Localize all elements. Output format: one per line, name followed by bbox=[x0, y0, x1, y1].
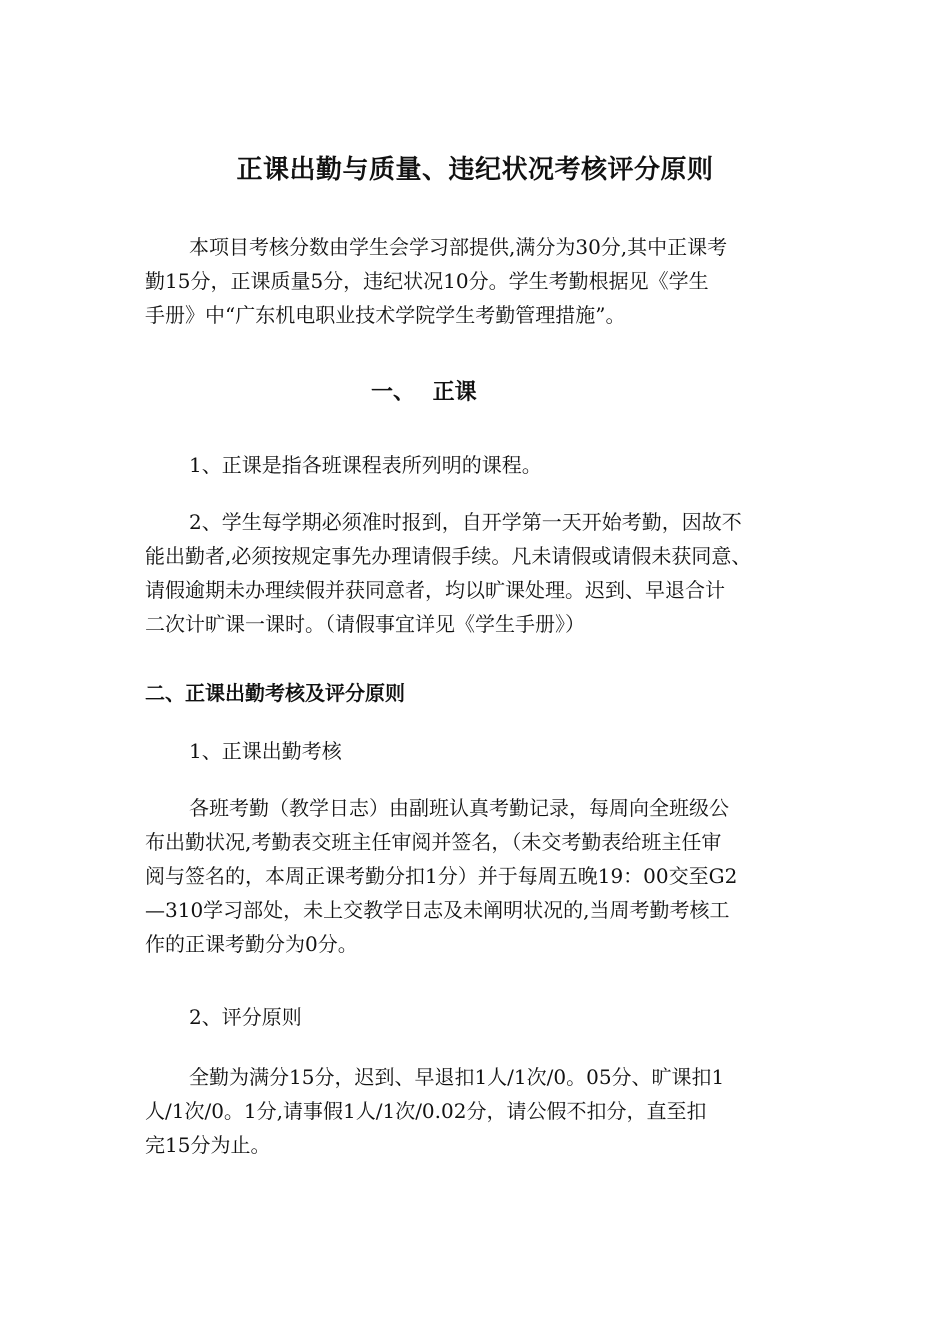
document-title: 正课出勤与质量、违纪状况考核评分原则 bbox=[236, 155, 714, 185]
subsection1-heading bbox=[145, 734, 825, 768]
body-line: 完15分为止。 bbox=[145, 1133, 271, 1157]
subsection1-body bbox=[145, 791, 825, 961]
subheading-line: 1、正课出勤考核 bbox=[189, 739, 342, 763]
section-heading-1: 一、 正课 bbox=[371, 379, 477, 405]
section1-item2 bbox=[145, 505, 825, 641]
intro-line: 本项目考核分数由学生会学习部提供,满分为30分,其中正课考 bbox=[189, 235, 728, 259]
body-line: 人/1次/0。1分,请事假1人/1次/0.02分，请公假不扣分，直至扣 bbox=[145, 1099, 707, 1123]
body-line: 全勤为满分15分，迟到、早退扣1人/1次/0。05分、旷课扣1 bbox=[189, 1065, 725, 1089]
item-line: 1、正课是指各班课程表所列明的课程。 bbox=[189, 453, 542, 477]
section-heading-2: 二、正课出勤考核及评分原则 bbox=[145, 681, 405, 705]
item-line: 请假逾期未办理续假并获同意者，均以旷课处理。迟到、早退合计 bbox=[145, 578, 725, 602]
subsection2-heading bbox=[145, 1000, 825, 1034]
body-line: 阅与签名的，本周正课考勤分扣1分）并于每周五晚19：00交至G2 bbox=[145, 864, 738, 888]
body-line: 布出勤状况,考勤表交班主任审阅并签名，（未交考勤表给班主任审 bbox=[145, 830, 722, 854]
subsection2-body bbox=[145, 1060, 825, 1162]
item-line: 二次计旷课一课时。（请假事宜详见《学生手册》） bbox=[145, 612, 585, 636]
item-line: 能出勤者,必须按规定事先办理请假手续。凡未请假或请假未获同意、 bbox=[145, 544, 752, 568]
intro-line: 勤15分，正课质量5分，违纪状况10分。学生考勤根据见《学生 bbox=[145, 269, 709, 293]
intro-line: 手册》中“广东机电职业技术学院学生考勤管理措施”。 bbox=[145, 303, 626, 327]
body-line: 各班考勤（教学日志）由副班认真考勤记录，每周向全班级公 bbox=[189, 796, 729, 820]
intro-paragraph bbox=[145, 230, 825, 332]
item-line: 2、学生每学期必须准时报到，自开学第一天开始考勤，因故不 bbox=[189, 510, 742, 534]
body-line: —310学习部处，未上交教学日志及未阐明状况的,当周考勤考核工 bbox=[145, 898, 730, 922]
section1-item1 bbox=[145, 448, 825, 482]
subheading-line: 2、评分原则 bbox=[189, 1005, 302, 1029]
body-line: 作的正课考勤分为0分。 bbox=[145, 932, 358, 956]
